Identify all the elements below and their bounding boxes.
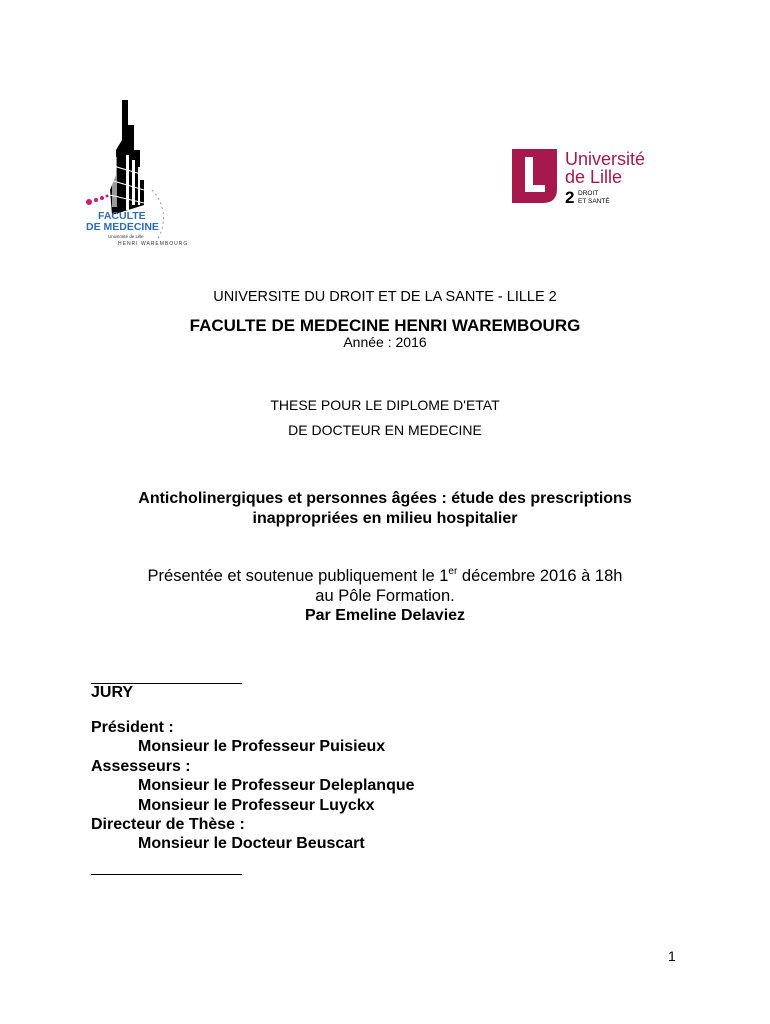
presentation-text: Présentée et soutenue publiquement le 1 xyxy=(147,567,449,585)
faculty-logo-text-4: HENRI WAREMBOURG xyxy=(118,241,189,247)
president-label: Président : xyxy=(91,719,174,736)
presentation-date-line xyxy=(0,566,770,586)
thesis-title xyxy=(0,489,770,529)
academic-year: Année : 2016 xyxy=(343,334,427,350)
thesis-title-line2: inappropriées en milieu hospitalier xyxy=(252,510,518,527)
jury-bottom-divider xyxy=(91,874,242,875)
university-name: UNIVERSITE DU DROIT ET DE LA SANTE - LILLE 2 xyxy=(213,289,557,305)
assessor-name-2: Monsieur le Professeur Luyckx xyxy=(138,796,375,814)
thesis-type-line2: DE DOCTEUR EN MEDECINE xyxy=(288,422,482,438)
assessor-name-1: Monsieur le Professeur Deleplanque xyxy=(138,777,415,795)
faculty-logo-text-3: Université de Lille xyxy=(108,234,144,239)
faculty-logo-text-1: FACULTE xyxy=(98,210,146,222)
jury-heading: JURY xyxy=(91,684,134,701)
jury-list xyxy=(91,718,415,854)
faculty-name: FACULTE DE MEDECINE HENRI WAREMBOURG xyxy=(189,316,581,335)
university-logo xyxy=(510,145,670,207)
author: Par Emeline Delaviez xyxy=(304,607,466,624)
president-name: Monsieur le Professeur Puisieux xyxy=(138,738,386,756)
university-logo-text-4: DROIT xyxy=(578,190,599,197)
faculty-logo xyxy=(82,95,192,250)
page-number: 1 xyxy=(668,948,676,964)
presentation-location: au Pôle Formation. xyxy=(315,587,455,605)
director-label: Directeur de Thèse : xyxy=(91,816,245,834)
university-logo-text-1: Université xyxy=(565,149,646,169)
faculty-logo-text-2: DE MEDECINE xyxy=(86,221,159,233)
director-name: Monsieur le Docteur Beuscart xyxy=(138,835,365,853)
thesis-title-line1: Anticholinergiques et personnes âgées : étude des prescriptions xyxy=(138,490,632,507)
presentation-info xyxy=(0,566,770,606)
university-logo-text-2: de Lille xyxy=(565,167,623,187)
thesis-type-line1: THESE POUR LE DIPLOME D'ETAT xyxy=(270,397,500,413)
university-logo-text-3: 2 xyxy=(565,188,575,207)
university-logo-text-5: ET SANTÉ xyxy=(578,198,610,205)
assessors-label: Assesseurs : xyxy=(91,757,191,775)
ordinal-superscript: er xyxy=(448,566,458,577)
presentation-date: décembre 2016 à 18h xyxy=(457,567,623,585)
